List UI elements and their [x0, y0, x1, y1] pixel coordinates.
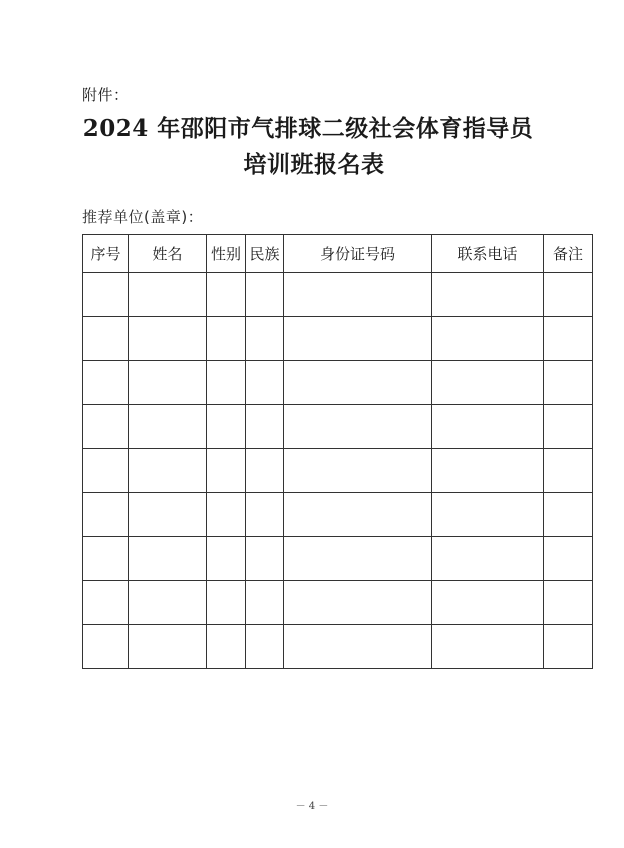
cell-name — [129, 273, 207, 317]
cell-gender — [207, 581, 246, 625]
cell-id-number — [284, 317, 432, 361]
table-row — [83, 405, 593, 449]
recommending-unit-label: 推荐单位(盖章)： — [82, 208, 204, 226]
cell-id-number — [284, 537, 432, 581]
cell-id-number — [284, 625, 432, 669]
cell-remarks — [544, 449, 593, 493]
cell-name — [129, 581, 207, 625]
cell-remarks — [544, 317, 593, 361]
form-title-line-1: 2024 年邵阳市气排球二级社会体育指导员 — [82, 115, 534, 142]
cell-ethnicity — [246, 537, 284, 581]
cell-gender — [207, 449, 246, 493]
table-header-row — [83, 235, 593, 273]
cell-gender — [207, 361, 246, 405]
cell-remarks — [544, 273, 593, 317]
cell-serial-number — [83, 449, 129, 493]
form-title-line-2: 培训班报名表 — [243, 151, 385, 178]
cell-serial-number — [83, 361, 129, 405]
cell-serial-number — [83, 317, 129, 361]
cell-serial-number — [83, 405, 129, 449]
header-name: 姓名 — [129, 235, 207, 273]
cell-name — [129, 625, 207, 669]
cell-phone — [432, 317, 544, 361]
cell-serial-number — [83, 537, 129, 581]
cell-phone — [432, 537, 544, 581]
cell-phone — [432, 449, 544, 493]
header-serial-number: 序号 — [83, 235, 129, 273]
cell-remarks — [544, 493, 593, 537]
cell-ethnicity — [246, 273, 284, 317]
cell-phone — [432, 493, 544, 537]
cell-serial-number — [83, 273, 129, 317]
cell-remarks — [544, 581, 593, 625]
header-gender: 性别 — [207, 235, 246, 273]
cell-phone — [432, 405, 544, 449]
cell-ethnicity — [246, 581, 284, 625]
cell-gender — [207, 537, 246, 581]
table-row — [83, 449, 593, 493]
cell-id-number — [284, 449, 432, 493]
cell-gender — [207, 493, 246, 537]
cell-gender — [207, 405, 246, 449]
table-row — [83, 493, 593, 537]
cell-ethnicity — [246, 449, 284, 493]
cell-remarks — [544, 625, 593, 669]
cell-serial-number — [83, 493, 129, 537]
header-phone: 联系电话 — [432, 235, 544, 273]
cell-phone — [432, 625, 544, 669]
cell-id-number — [284, 581, 432, 625]
header-id-number: 身份证号码 — [284, 235, 432, 273]
cell-ethnicity — [246, 317, 284, 361]
cell-ethnicity — [246, 625, 284, 669]
cell-id-number — [284, 273, 432, 317]
cell-serial-number — [83, 581, 129, 625]
page-number: － 4 － — [295, 801, 329, 812]
cell-name — [129, 317, 207, 361]
cell-gender — [207, 273, 246, 317]
cell-gender — [207, 625, 246, 669]
cell-ethnicity — [246, 493, 284, 537]
cell-name — [129, 449, 207, 493]
cell-id-number — [284, 405, 432, 449]
cell-remarks — [544, 537, 593, 581]
attachment-label: 附件： — [82, 86, 129, 104]
table-body — [83, 273, 593, 669]
cell-name — [129, 361, 207, 405]
cell-id-number — [284, 493, 432, 537]
cell-remarks — [544, 361, 593, 405]
cell-phone — [432, 273, 544, 317]
header-ethnicity: 民族 — [246, 235, 284, 273]
cell-id-number — [284, 361, 432, 405]
cell-remarks — [544, 405, 593, 449]
cell-name — [129, 405, 207, 449]
table-row — [83, 537, 593, 581]
header-remarks: 备注 — [544, 235, 593, 273]
table-row — [83, 317, 593, 361]
cell-phone — [432, 581, 544, 625]
registration-table — [82, 234, 593, 669]
table-row — [83, 625, 593, 669]
cell-name — [129, 493, 207, 537]
cell-ethnicity — [246, 361, 284, 405]
table-row — [83, 581, 593, 625]
table-row — [83, 273, 593, 317]
cell-serial-number — [83, 625, 129, 669]
cell-ethnicity — [246, 405, 284, 449]
cell-gender — [207, 317, 246, 361]
cell-phone — [432, 361, 544, 405]
table-row — [83, 361, 593, 405]
cell-name — [129, 537, 207, 581]
